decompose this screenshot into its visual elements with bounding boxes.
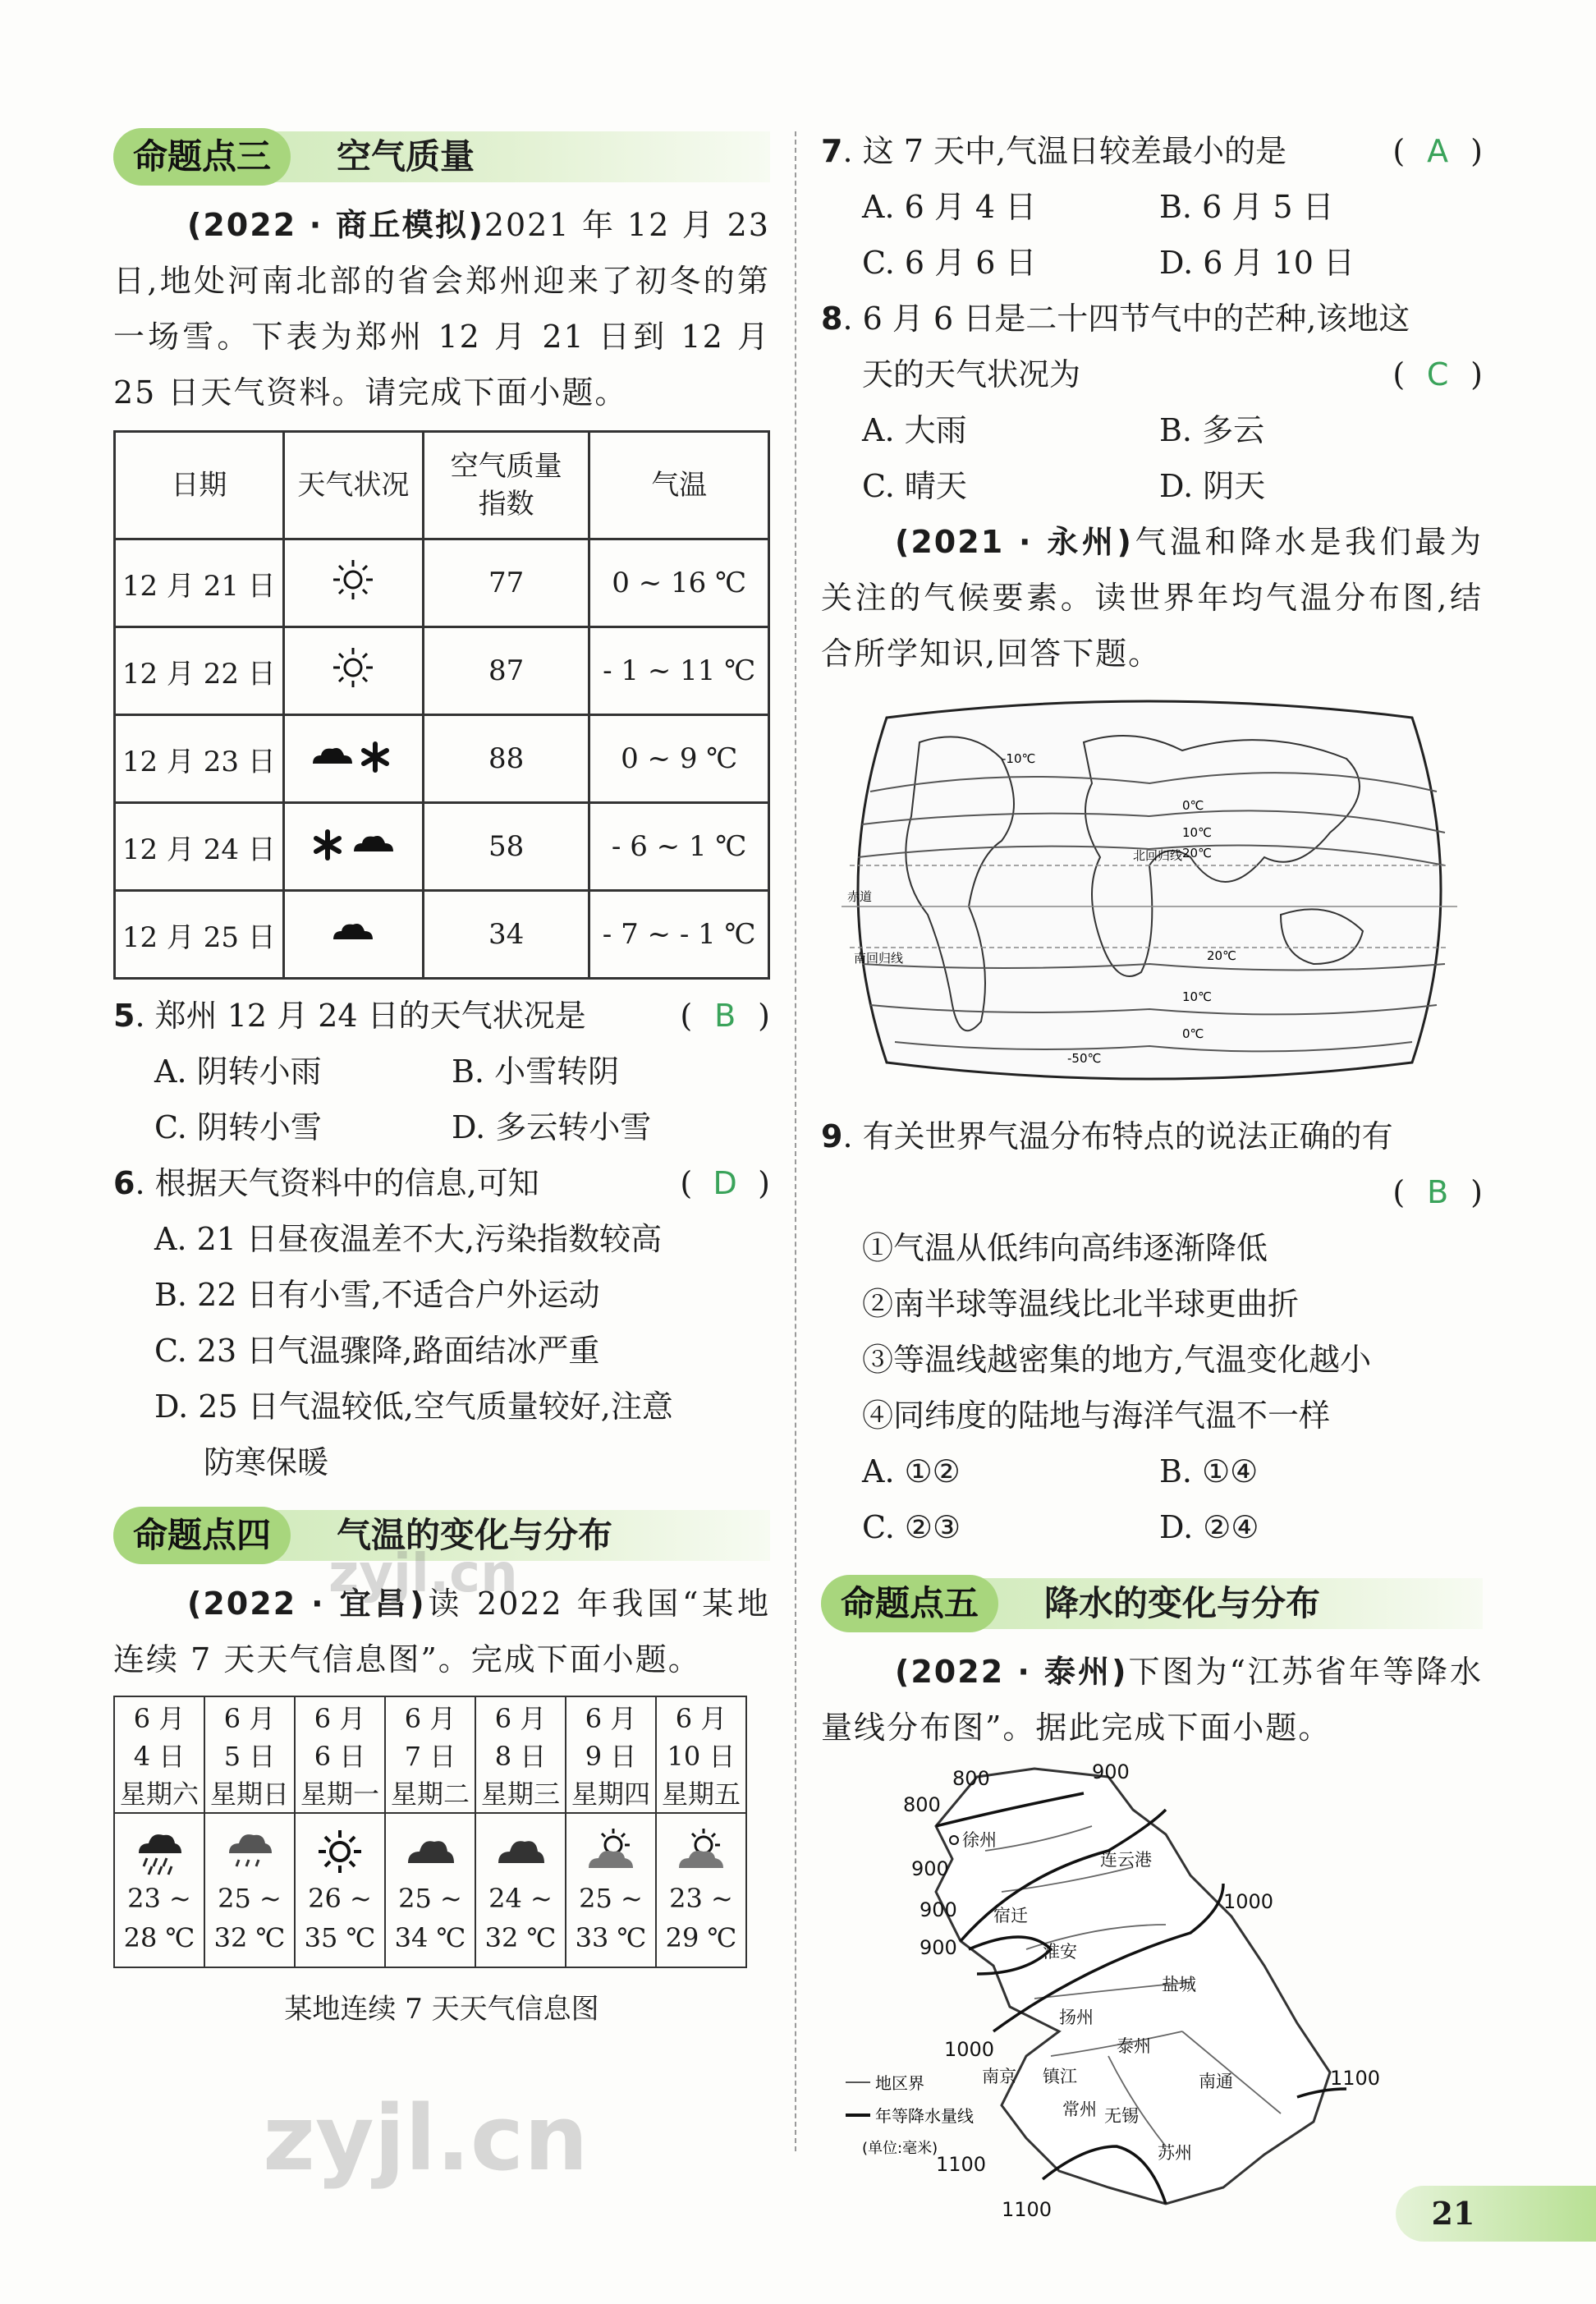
city-label: 徐州 (962, 1830, 997, 1850)
answer-bracket: ( B ) (1392, 1164, 1483, 1220)
partly-cloudy-icon (585, 1827, 636, 1876)
option-continuation: 防寒保暖 (204, 1444, 329, 1480)
value-label: 900 (911, 1857, 949, 1880)
city-label: 盐城 (1162, 1975, 1196, 1994)
option: C. 阴转小雪 (154, 1109, 322, 1145)
weekday-label: 星期三 (480, 1778, 560, 1810)
table-row (115, 539, 769, 627)
legend-unit-label: (单位:毫米) (862, 2140, 938, 2157)
header-cell (566, 1696, 656, 1813)
high-temp: 29 ℃ (665, 1922, 737, 1953)
option: A. 6 月 4 日 (862, 189, 1037, 225)
question-6 (113, 1155, 770, 1211)
cloudy-icon (495, 1827, 546, 1876)
question-9 (821, 1108, 1483, 1164)
tropic-south-label: 南回归线 (854, 951, 904, 966)
day-label: 10 日 (667, 1741, 736, 1772)
weather-cell (283, 539, 423, 627)
section-5-intro (821, 1644, 1483, 1756)
weather-cell (283, 803, 423, 891)
header-cell (475, 1696, 566, 1813)
legend-isoline-label: 年等降水量线 (875, 2106, 974, 2126)
sunny-icon (330, 557, 376, 603)
city-label: 宿迁 (993, 1906, 1028, 1925)
option: C. 23 日气温骤降,路面结冰严重 (154, 1333, 600, 1369)
question-7 (821, 123, 1483, 179)
city-label: 常州 (1062, 2100, 1097, 2119)
aqi-cell: 87 (423, 627, 589, 715)
option: A. 21 日昼夜温差不大,污染指数较高 (154, 1221, 663, 1257)
weekday-label: 星期四 (571, 1778, 650, 1810)
weather-cell (283, 891, 423, 979)
snow-to-cloudy-icon (308, 820, 398, 866)
answer: B (1427, 1174, 1449, 1210)
sunny-icon (314, 1827, 365, 1876)
month-label: 6 月 (585, 1703, 637, 1734)
city-label: 淮安 (1043, 1942, 1077, 1962)
forecast-cell (204, 1813, 295, 1967)
option: D. 6 月 10 日 (1159, 245, 1355, 281)
option: B. 6 月 5 日 (1159, 189, 1334, 225)
value-label: 900 (1092, 1760, 1130, 1783)
answer: B (714, 998, 736, 1034)
city-label: 连云港 (1100, 1850, 1152, 1870)
question-8-line-2 (821, 347, 1483, 402)
source-tag: (2022 · 商丘模拟) (187, 207, 484, 243)
month-label: 6 月 (675, 1703, 727, 1734)
value-label: 1000 (1223, 1890, 1274, 1913)
high-temp: 32 ℃ (213, 1922, 286, 1953)
partly-cloudy-icon (676, 1827, 727, 1876)
temp-cell: 0 ~ 9 ℃ (589, 715, 769, 803)
question-9-answer-line (821, 1164, 1483, 1220)
aqi-cell: 58 (423, 803, 589, 891)
city-label: 苏州 (1158, 2143, 1192, 2163)
aqi-cell: 77 (423, 539, 589, 627)
weekday-label: 星期一 (300, 1778, 379, 1810)
header-cell: 气温 (589, 432, 769, 539)
question-stem: . 郑州 12 月 24 日的天气状况是 (135, 998, 586, 1034)
city-label: 南通 (1199, 2072, 1233, 2091)
low-temp: 24 ~ (488, 1883, 553, 1914)
low-temp: 25 ~ (218, 1883, 282, 1914)
date-cell: 12 月 24 日 (115, 803, 284, 891)
figure-caption: 某地连续 7 天天气信息图 (284, 1993, 599, 2026)
option: B. ①④ (1159, 1453, 1259, 1489)
date-cell: 12 月 25 日 (115, 891, 284, 979)
option: B. 22 日有小雪,不适合户外运动 (154, 1277, 600, 1313)
high-temp: 34 ℃ (394, 1922, 466, 1953)
option: B. 多云 (1159, 412, 1265, 448)
option: D. 25 日气温较低,空气质量较好,注意 (154, 1388, 673, 1425)
value-label: 1100 (936, 2153, 987, 2176)
day-label: 5 日 (223, 1741, 276, 1772)
option: C. 6 月 6 日 (862, 245, 1037, 281)
city-label: 无锡 (1104, 2106, 1139, 2126)
value-label: 1100 (1330, 2067, 1381, 2090)
header-cell (114, 1696, 204, 1813)
weekday-label: 星期六 (119, 1778, 199, 1810)
question-number: 6 (113, 1165, 135, 1201)
statement: ②南半球等温线比北半球更曲折 (862, 1286, 1300, 1322)
temp-cell: - 6 ~ 1 ℃ (589, 803, 769, 891)
forecast-cell (114, 1813, 204, 1967)
date-cell: 12 月 21 日 (115, 539, 284, 627)
question-5 (113, 988, 770, 1044)
forecast-cell (475, 1813, 566, 1967)
option: C. ②③ (862, 1509, 961, 1545)
date-cell: 12 月 22 日 (115, 627, 284, 715)
page-number: 21 (1431, 2195, 1475, 2232)
intro-text: 下图为“江苏省年等降水量线分布图”。据此完成下面小题。 (821, 1654, 1483, 1746)
isotherm-label: 20℃ (1182, 846, 1212, 861)
low-temp: 25 ~ (398, 1883, 462, 1914)
question-number: 5 (113, 998, 135, 1034)
forecast-cell (295, 1813, 385, 1967)
high-temp: 28 ℃ (123, 1922, 195, 1953)
weekday-label: 星期五 (661, 1778, 741, 1810)
light-rain-icon (224, 1827, 275, 1876)
day-label: 4 日 (133, 1741, 186, 1772)
isotherm-label: 20℃ (1207, 948, 1236, 963)
header-cell: 日期 (115, 432, 284, 539)
table-row (115, 627, 769, 715)
value-label: 800 (903, 1793, 941, 1816)
weather-cell (283, 627, 423, 715)
month-label: 6 月 (404, 1703, 456, 1734)
question-number: 8 (821, 301, 843, 337)
day-label: 8 日 (494, 1741, 547, 1772)
value-label: 900 (920, 1898, 957, 1921)
tropic-north-label: 北回归线 (1133, 848, 1183, 863)
table-row (115, 715, 769, 803)
forecast-cell (566, 1813, 656, 1967)
option: C. 晴天 (862, 468, 967, 504)
section-label: 命题点四 (113, 1507, 291, 1564)
month-label: 6 月 (494, 1703, 547, 1734)
table-header-row (115, 432, 769, 539)
seven-day-weather-table (113, 1696, 747, 1968)
section-3-intro (113, 197, 770, 420)
table-row (115, 803, 769, 891)
value-label: 800 (952, 1767, 990, 1790)
jiangsu-precipitation-map-svg (837, 1760, 1381, 2221)
weather-table (113, 430, 770, 980)
section-5-header (821, 1570, 1483, 1636)
header-cell (204, 1696, 295, 1813)
forecast-cell (385, 1813, 475, 1967)
cloudy-to-snow-icon (308, 732, 398, 778)
low-temp: 23 ~ (127, 1883, 191, 1914)
statement: ③等温线越密集的地方,气温变化越小 (862, 1342, 1372, 1378)
section-title: 空气质量 (337, 136, 475, 177)
option: B. 小雪转阴 (452, 1053, 620, 1090)
option: A. 阴转小雨 (154, 1053, 322, 1090)
question-8-options (821, 402, 1483, 514)
section-label: 命题点三 (113, 128, 291, 186)
jiangsu-precipitation-map (837, 1760, 1483, 2224)
right-column (821, 123, 1483, 2224)
high-temp: 33 ℃ (575, 1922, 647, 1953)
question-stem-cont: 天的天气状况为 (862, 356, 1081, 392)
left-column (113, 123, 770, 2026)
question-stem: . 这 7 天中,气温日较差最小的是 (842, 133, 1287, 169)
answer: C (1426, 356, 1449, 392)
option: D. ②④ (1159, 1509, 1259, 1545)
intro-text: 2021 年 12 月 23 日,地处河南北部的省会郑州迎来了初冬的第一场雪。下表为郑州 12 月 21 日到 12 月 25 日天气资料。请完成下面小题。 (113, 207, 770, 411)
question-5-options (113, 1044, 770, 1155)
isotherm-label: 10℃ (1182, 825, 1212, 840)
low-temp: 23 ~ (669, 1883, 733, 1914)
day-label: 9 日 (585, 1741, 637, 1772)
cloudy-icon (328, 908, 378, 954)
world-temperature-map (837, 693, 1483, 1090)
day-label: 7 日 (404, 1741, 456, 1772)
answer-bracket: ( B ) (680, 988, 770, 1044)
legend-border-label: 地区界 (875, 2073, 924, 2093)
source-tag: (2021 · 永州) (895, 524, 1133, 560)
high-temp: 32 ℃ (484, 1922, 557, 1953)
isotherm-label: -50℃ (1067, 1051, 1102, 1066)
cloudy-icon (405, 1827, 456, 1876)
weather-cell (283, 715, 423, 803)
aqi-cell: 88 (423, 715, 589, 803)
section-title: 降水的变化与分布 (1044, 1583, 1321, 1623)
forecast-cell (656, 1813, 746, 1967)
header-cell (295, 1696, 385, 1813)
isotherm-label: -10℃ (1002, 751, 1036, 766)
city-label: 泰州 (1117, 2036, 1151, 2056)
date-cell: 12 月 23 日 (115, 715, 284, 803)
question-stem: . 根据天气资料中的信息,可知 (135, 1165, 539, 1201)
city-label: 镇江 (1043, 2067, 1077, 2086)
world-temperature-map-svg (837, 693, 1461, 1087)
answer: D (713, 1165, 737, 1201)
world-temp-intro (821, 514, 1483, 682)
question-stem: . 6 月 6 日是二十四节气中的芒种,该地这 (842, 301, 1410, 337)
day-label: 6 日 (314, 1741, 366, 1772)
answer-bracket: ( D ) (680, 1155, 770, 1211)
temp-cell: 0 ~ 16 ℃ (589, 539, 769, 627)
answer: A (1427, 133, 1449, 169)
section-title: 气温的变化与分布 (337, 1515, 613, 1555)
isotherm-label: 0℃ (1182, 798, 1204, 813)
source-tag: (2022 · 泰州) (895, 1654, 1128, 1690)
value-label: 1000 (944, 2038, 995, 2061)
city-label: 南京 (982, 2067, 1016, 2086)
month-label: 6 月 (314, 1703, 366, 1734)
high-temp: 35 ℃ (304, 1922, 376, 1953)
option: A. 大雨 (862, 412, 967, 448)
question-number: 9 (821, 1118, 843, 1154)
question-7-options (821, 179, 1483, 291)
temp-cell: - 1 ~ 11 ℃ (589, 627, 769, 715)
statement: ①气温从低纬向高纬逐渐降低 (862, 1230, 1268, 1266)
question-8 (821, 291, 1483, 347)
isotherm-label: 0℃ (1182, 1026, 1204, 1041)
answer-bracket: ( A ) (1392, 123, 1483, 179)
header-cell: 空气质量指数 (423, 432, 589, 539)
weekday-label: 星期日 (209, 1778, 289, 1810)
equator-label: 赤道 (847, 889, 873, 904)
temp-cell: - 7 ~ - 1 ℃ (589, 891, 769, 979)
weekday-label: 星期二 (390, 1778, 470, 1810)
header-cell (385, 1696, 475, 1813)
header-cell (656, 1696, 746, 1813)
rain-icon (134, 1827, 185, 1876)
option: A. ①② (862, 1453, 961, 1489)
intro-text: 气温和降水是我们最为关注的气候要素。读世界年均气温分布图,结合所学知识,回答下题。 (821, 524, 1483, 672)
low-temp: 25 ~ (579, 1883, 643, 1914)
question-number: 7 (821, 133, 843, 169)
table-row (114, 1813, 746, 1967)
source-tag: (2022 · 宜昌) (187, 1586, 426, 1622)
table-row (114, 1696, 746, 1813)
low-temp: 26 ~ (308, 1883, 372, 1914)
section-3-header (113, 123, 770, 189)
aqi-cell: 34 (423, 891, 589, 979)
value-label: 1100 (1002, 2198, 1053, 2221)
statement: ④同纬度的陆地与海洋气温不一样 (862, 1398, 1331, 1434)
answer-bracket: ( C ) (1392, 347, 1483, 402)
city-label: 扬州 (1059, 2008, 1094, 2027)
table-row (115, 891, 769, 979)
question-9-options (821, 1443, 1483, 1555)
watermark: zyjl.cn (263, 2086, 589, 2191)
isotherm-label: 10℃ (1182, 989, 1212, 1004)
page-number-tab (1396, 2186, 1596, 2242)
watermark: zyjl.cn (328, 1544, 518, 1604)
header-cell: 天气状况 (283, 432, 423, 539)
option: D. 阴天 (1159, 468, 1266, 504)
sunny-icon (330, 645, 376, 691)
option: D. 多云转小雪 (452, 1109, 652, 1145)
month-label: 6 月 (133, 1703, 186, 1734)
question-stem: . 有关世界气温分布特点的说法正确的有 (842, 1118, 1393, 1154)
intro-text: 读 2022 年我国“某地连续 7 天天气信息图”。完成下面小题。 (113, 1586, 770, 1678)
value-label: 900 (920, 1936, 957, 1959)
column-divider (795, 131, 796, 2151)
section-label: 命题点五 (821, 1575, 998, 1632)
month-label: 6 月 (223, 1703, 276, 1734)
